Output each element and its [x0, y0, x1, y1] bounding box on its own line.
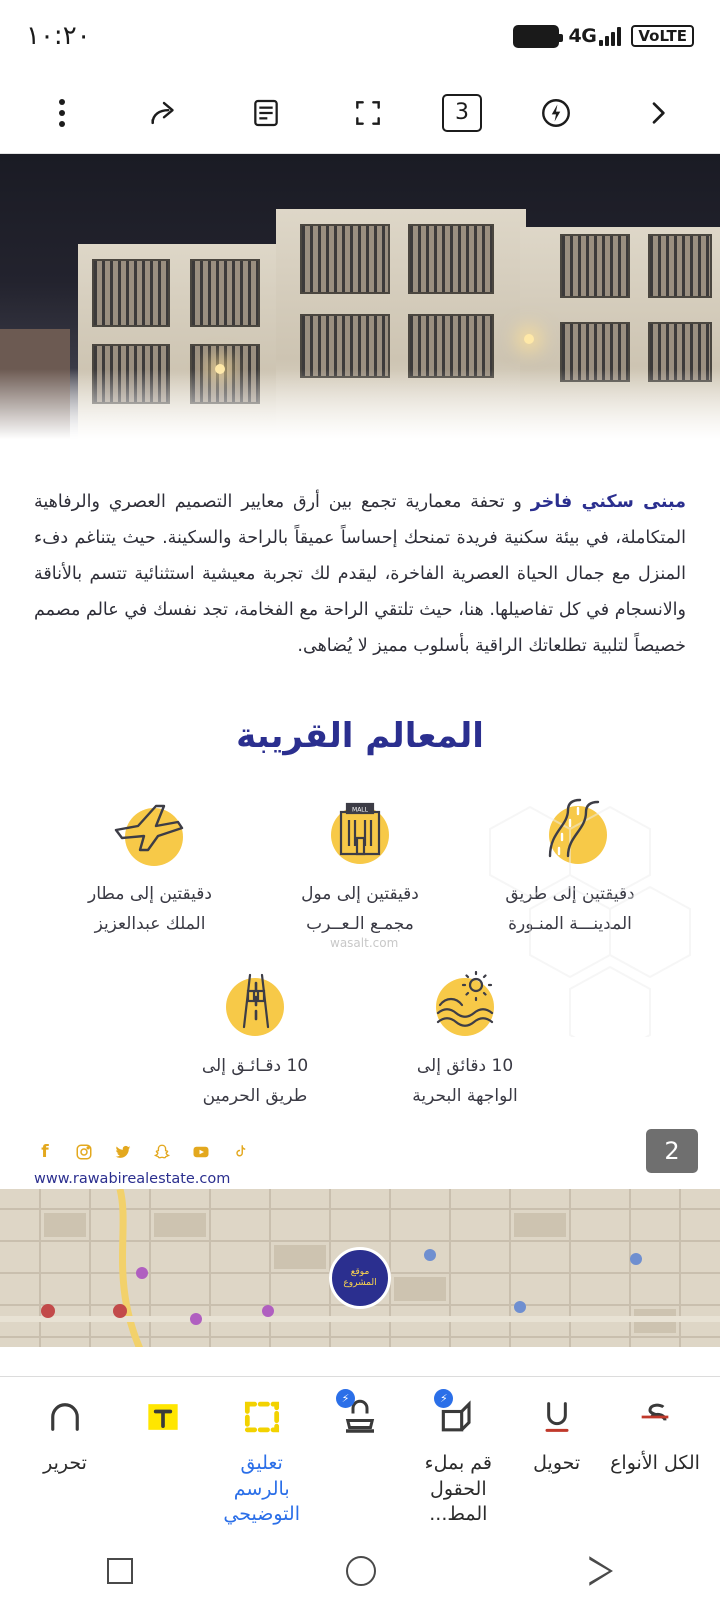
- landmark-line2: الواجهة البحرية: [412, 1085, 518, 1106]
- next-arrow-icon[interactable]: [630, 85, 686, 141]
- tiktok-icon[interactable]: [229, 1141, 251, 1163]
- landmark-item: [470, 790, 670, 940]
- dashed-box-icon[interactable]: [230, 1387, 294, 1447]
- tool-edit[interactable]: [16, 1387, 114, 1503]
- strikethrough-icon[interactable]: [623, 1387, 687, 1447]
- reader-view-icon[interactable]: [238, 85, 294, 141]
- twitter-icon[interactable]: [112, 1141, 134, 1163]
- shapes-icon[interactable]: [426, 1387, 490, 1447]
- project-location-pin: [329, 1247, 391, 1309]
- text-highlight-icon[interactable]: [131, 1387, 195, 1447]
- premium-badge: ⚡: [336, 1389, 355, 1408]
- page-number-chip: 2: [646, 1129, 698, 1173]
- tool-label: قم بملء الحقول المط...: [424, 1452, 493, 1526]
- road-icon: [527, 790, 613, 866]
- premium-badge: ⚡: [434, 1389, 453, 1408]
- tool-annotate[interactable]: [213, 1387, 311, 1528]
- pdf-viewer[interactable]: [0, 154, 720, 1376]
- landmark-line1: 10 دقائق إلى: [416, 1055, 514, 1076]
- landmark-line1: دقيقتين إلى مول: [301, 884, 419, 905]
- document-footer: [0, 1111, 720, 1187]
- landmarks-grid: [0, 756, 720, 1111]
- airplane-icon: [107, 790, 193, 866]
- landmark-line1: دقيقتين إلى مطار: [88, 884, 212, 905]
- tool-label: الكل الأنواع: [610, 1452, 700, 1475]
- tool-fill-fields[interactable]: [409, 1387, 507, 1528]
- underline-icon[interactable]: [525, 1387, 589, 1447]
- snapchat-icon[interactable]: [151, 1141, 173, 1163]
- landmark-line2: طريق الحرمين: [202, 1085, 308, 1106]
- landmarks-row-2: [24, 962, 696, 1112]
- network-type-label: 4G: [568, 25, 597, 47]
- section-title-nearby-landmarks: المعالم القريبة: [236, 716, 484, 757]
- more-options-icon[interactable]: [34, 85, 90, 141]
- landmark-line2: مجمـع الـعــرب: [306, 914, 414, 935]
- landmark-item: [260, 790, 460, 940]
- crop-icon[interactable]: [340, 85, 396, 141]
- volte-badge: VoLTE: [631, 25, 694, 48]
- tool-label: تعليق بالرسم التوضيحي: [223, 1452, 300, 1526]
- landmark-line1: دقيقتين إلى طريق: [505, 884, 635, 905]
- pdf-page-3-map[interactable]: [0, 1187, 720, 1347]
- landmark-line2: المدينـــة المنـورة: [508, 914, 632, 935]
- nav-recents-button[interactable]: [107, 1558, 133, 1584]
- tool-convert[interactable]: [508, 1387, 606, 1503]
- landmark-text: [202, 1052, 308, 1112]
- landmark-item: [50, 790, 250, 940]
- landmark-line2: الملك عبدالعزيز: [94, 914, 206, 935]
- youtube-icon[interactable]: [190, 1141, 212, 1163]
- arc-icon[interactable]: [33, 1387, 97, 1447]
- status-clock: ١٠:٢٠: [26, 21, 91, 51]
- wasalt-watermark: wasalt.com: [330, 936, 399, 950]
- intro-paragraph-lead: مبنى سكني فاخر: [530, 492, 686, 512]
- intro-paragraph: [0, 459, 720, 670]
- tool-sign[interactable]: [311, 1387, 409, 1503]
- status-indicators: [513, 25, 694, 48]
- flash-icon[interactable]: [528, 85, 584, 141]
- stamp-icon[interactable]: [328, 1387, 392, 1447]
- nav-home-button[interactable]: [346, 1556, 376, 1586]
- landmark-text: [301, 880, 419, 940]
- android-navigation-bar: [0, 1532, 720, 1610]
- app-toolbar: [0, 72, 720, 154]
- landmark-text: [505, 880, 634, 940]
- status-bar: [0, 0, 720, 72]
- landmark-line1: 10 دقـائـق إلى: [201, 1055, 309, 1076]
- social-icons-row: [34, 1141, 686, 1163]
- nav-back-button[interactable]: [589, 1556, 613, 1586]
- page-count-badge[interactable]: 3: [442, 94, 482, 132]
- landmark-text: [412, 1052, 518, 1112]
- landmark-item: [155, 962, 355, 1112]
- beach-icon: [422, 962, 508, 1038]
- landmarks-row-1: [24, 790, 696, 940]
- pin-line2: المشروع: [343, 1277, 377, 1288]
- mall-icon: [317, 790, 403, 866]
- tool-label: تحويل: [533, 1452, 581, 1475]
- signal-strength-icon: [599, 26, 621, 46]
- share-icon[interactable]: [136, 85, 192, 141]
- tool-text[interactable]: [114, 1387, 212, 1503]
- instagram-icon[interactable]: [73, 1141, 95, 1163]
- website-url[interactable]: www.rawabirealestate.com: [34, 1171, 231, 1188]
- hero-building-image: [0, 154, 720, 459]
- facebook-icon[interactable]: f: [41, 1142, 49, 1163]
- landmark-text: [88, 880, 212, 940]
- pin-line1: موقع: [350, 1266, 370, 1277]
- tool-all-types[interactable]: [606, 1387, 704, 1503]
- pdf-page-2: [0, 154, 720, 1187]
- landmark-item: [365, 962, 565, 1112]
- tool-label: تحرير: [43, 1452, 87, 1475]
- svg-text:MALL: MALL: [352, 806, 368, 814]
- annotation-tools: [0, 1387, 720, 1528]
- battery-icon: [513, 25, 559, 48]
- highway-icon: [212, 962, 298, 1038]
- intro-paragraph-rest: و تحفة معمارية تجمع بين أرق معايير التصميم العصري والرفاهية المتكاملة، في بيئة سكنية فريدة تمنحك إحساساً عميقاً بالراحة والسكينة. حيث يتناغم دفء المنزل مع جمال الحياة العصرية الفاخرة، ليقدم لك تجربة معيشية استثنائية تتسم بالأناقة والانسجام في كل تفاصيلها. هنا، حيث تلتقي الراحة مع الفخامة، تجد نفسك في عالم مصمم خصيصاً لتلبية تطلعاتك الراقية بأسلوب مميز لا يُضاهى.: [34, 492, 686, 656]
- annotation-toolbar: [0, 1376, 720, 1532]
